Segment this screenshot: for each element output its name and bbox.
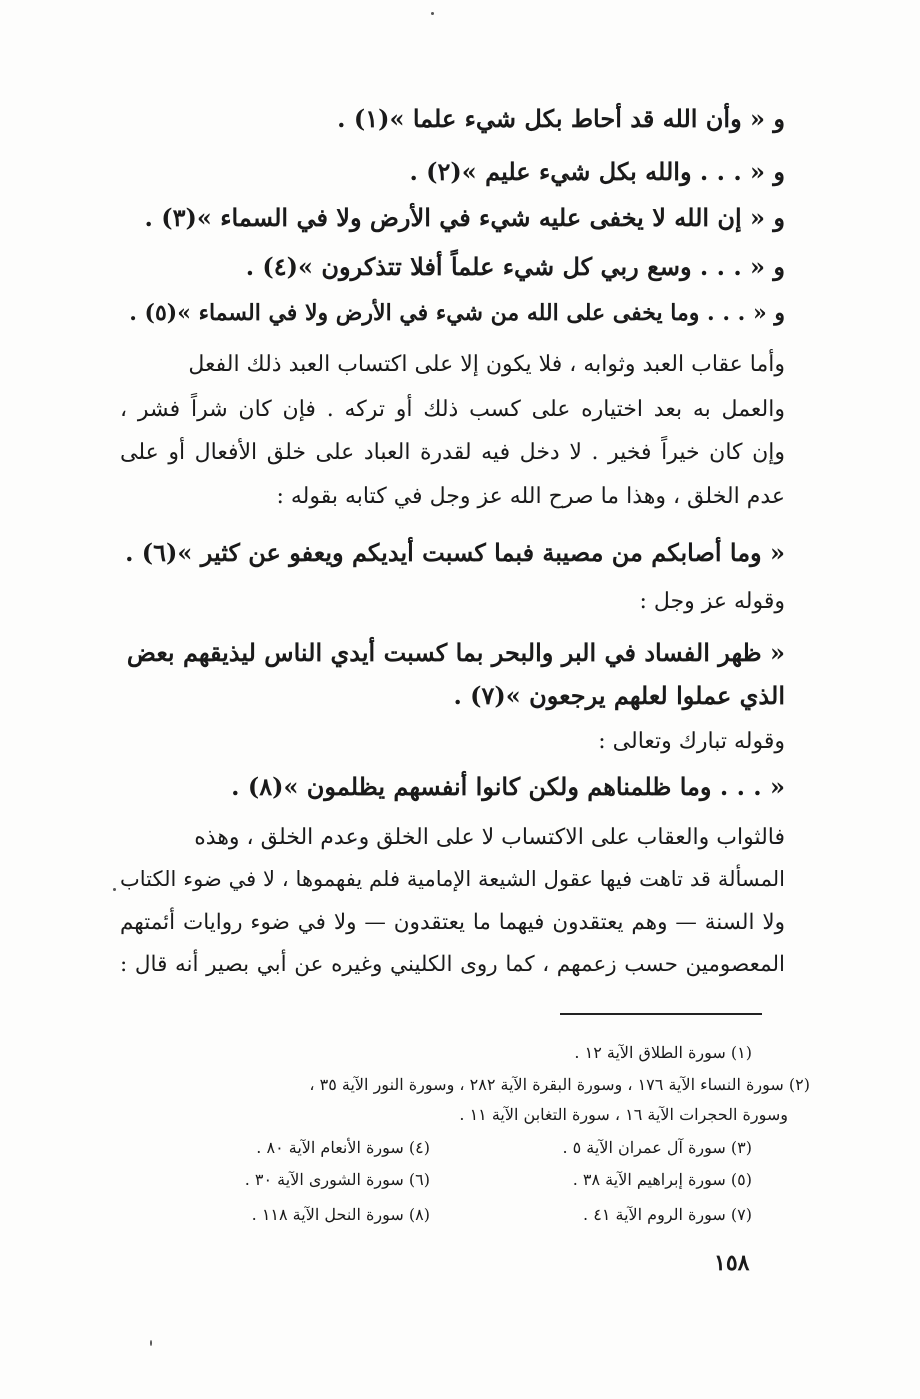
page-number: ١٥٨	[714, 1250, 750, 1276]
main-text	[120, 0, 785, 1000]
footnote-8: (٨) سورة النحل الآية ١١٨ .	[251, 1205, 430, 1224]
paragraph-line: عدم الخلق ، وهذا ما صرح الله عز وجل في كتابه بقوله :	[276, 484, 785, 509]
quote-line: و « . . . وسع ربي كل شيء علماً أفلا تتذكرون »(٤) .	[245, 252, 785, 281]
quote-line: « ظهر الفساد في البر والبحر بما كسبت أيدي الناس ليذيقهم بعض	[126, 638, 785, 667]
footnote-separator	[560, 1013, 762, 1015]
quote-line: و « . . . والله بكل شيء عليم »(٢) .	[409, 157, 785, 186]
paragraph-line: وإن كان خيراً فخير . لا دخل فيه لقدرة العباد على خلق الأفعال أو على	[120, 440, 785, 465]
footnote-2-continued: وسورة الحجرات الآية ١٦ ، سورة التغابن الآية ١١ .	[459, 1105, 788, 1124]
quote-line: « . . . وما ظلمناهم ولكن كانوا أنفسهم يظلمون »(٨) .	[231, 772, 785, 801]
footnote-3: (٣) سورة آل عمران الآية ٥ .	[562, 1138, 752, 1157]
quote-line: و « . . . وما يخفى على الله من شيء في الأرض ولا في السماء »(٥) .	[129, 300, 785, 326]
quote-line: و « إن الله لا يخفى عليه شيء في الأرض ولا في السماء »(٣) .	[144, 203, 785, 232]
paragraph-line: ولا السنة — وهم يعتقدون فيهما ما يعتقدون — ولا في ضوء روايات أئمتهم	[120, 910, 785, 935]
footnote-1: (١) سورة الطلاق الآية ١٢ .	[574, 1043, 752, 1062]
paragraph-line: فالثواب والعقاب على الاكتساب لا على الخلق وعدم الخلق ، وهذه	[194, 825, 785, 850]
quote-line: « وما أصابكم من مصيبة فبما كسبت أيديكم ويعفو عن كثير »(٦) .	[125, 538, 785, 567]
quote-line: الذي عملوا لعلهم يرجعون »(٧) .	[453, 681, 785, 710]
intro-line: وقوله تبارك وتعالى :	[598, 729, 785, 754]
footnote-6: (٦) سورة الشورى الآية ٣٠ .	[244, 1170, 430, 1189]
scan-speck	[113, 888, 116, 891]
footnote-5: (٥) سورة إبراهيم الآية ٣٨ .	[572, 1170, 752, 1189]
footnote-2: (٢) سورة النساء الآية ١٧٦ ، وسورة البقرة الآية ٢٨٢ ، وسورة النور الآية ٣٥ ،	[309, 1075, 810, 1094]
paragraph-line: المعصومين حسب زعمهم ، كما روى الكليني وغيره عن أبي بصير أنه قال :	[120, 952, 785, 977]
scan-speck	[150, 1340, 152, 1346]
footnote-7: (٧) سورة الروم الآية ٤١ .	[583, 1205, 752, 1224]
scan-speck	[431, 12, 434, 15]
paragraph-line: المسألة قد تاهت فيها عقول الشيعة الإمامية فلم يفهموها ، لا في ضوء الكتاب	[120, 867, 785, 891]
intro-line: وقوله عز وجل :	[639, 589, 785, 614]
paragraph-line: والعمل به بعد اختياره على كسب ذلك أو تركه . فإن كان شراً فشر ،	[120, 397, 785, 422]
quote-line: و « وأن الله قد أحاط بكل شيء علما »(١) .	[337, 104, 785, 133]
footnote-4: (٤) سورة الأنعام الآية ٨٠ .	[256, 1138, 430, 1157]
paragraph-line: وأما عقاب العبد وثوابه ، فلا يكون إلا على اكتساب العبد ذلك الفعل	[188, 352, 785, 377]
